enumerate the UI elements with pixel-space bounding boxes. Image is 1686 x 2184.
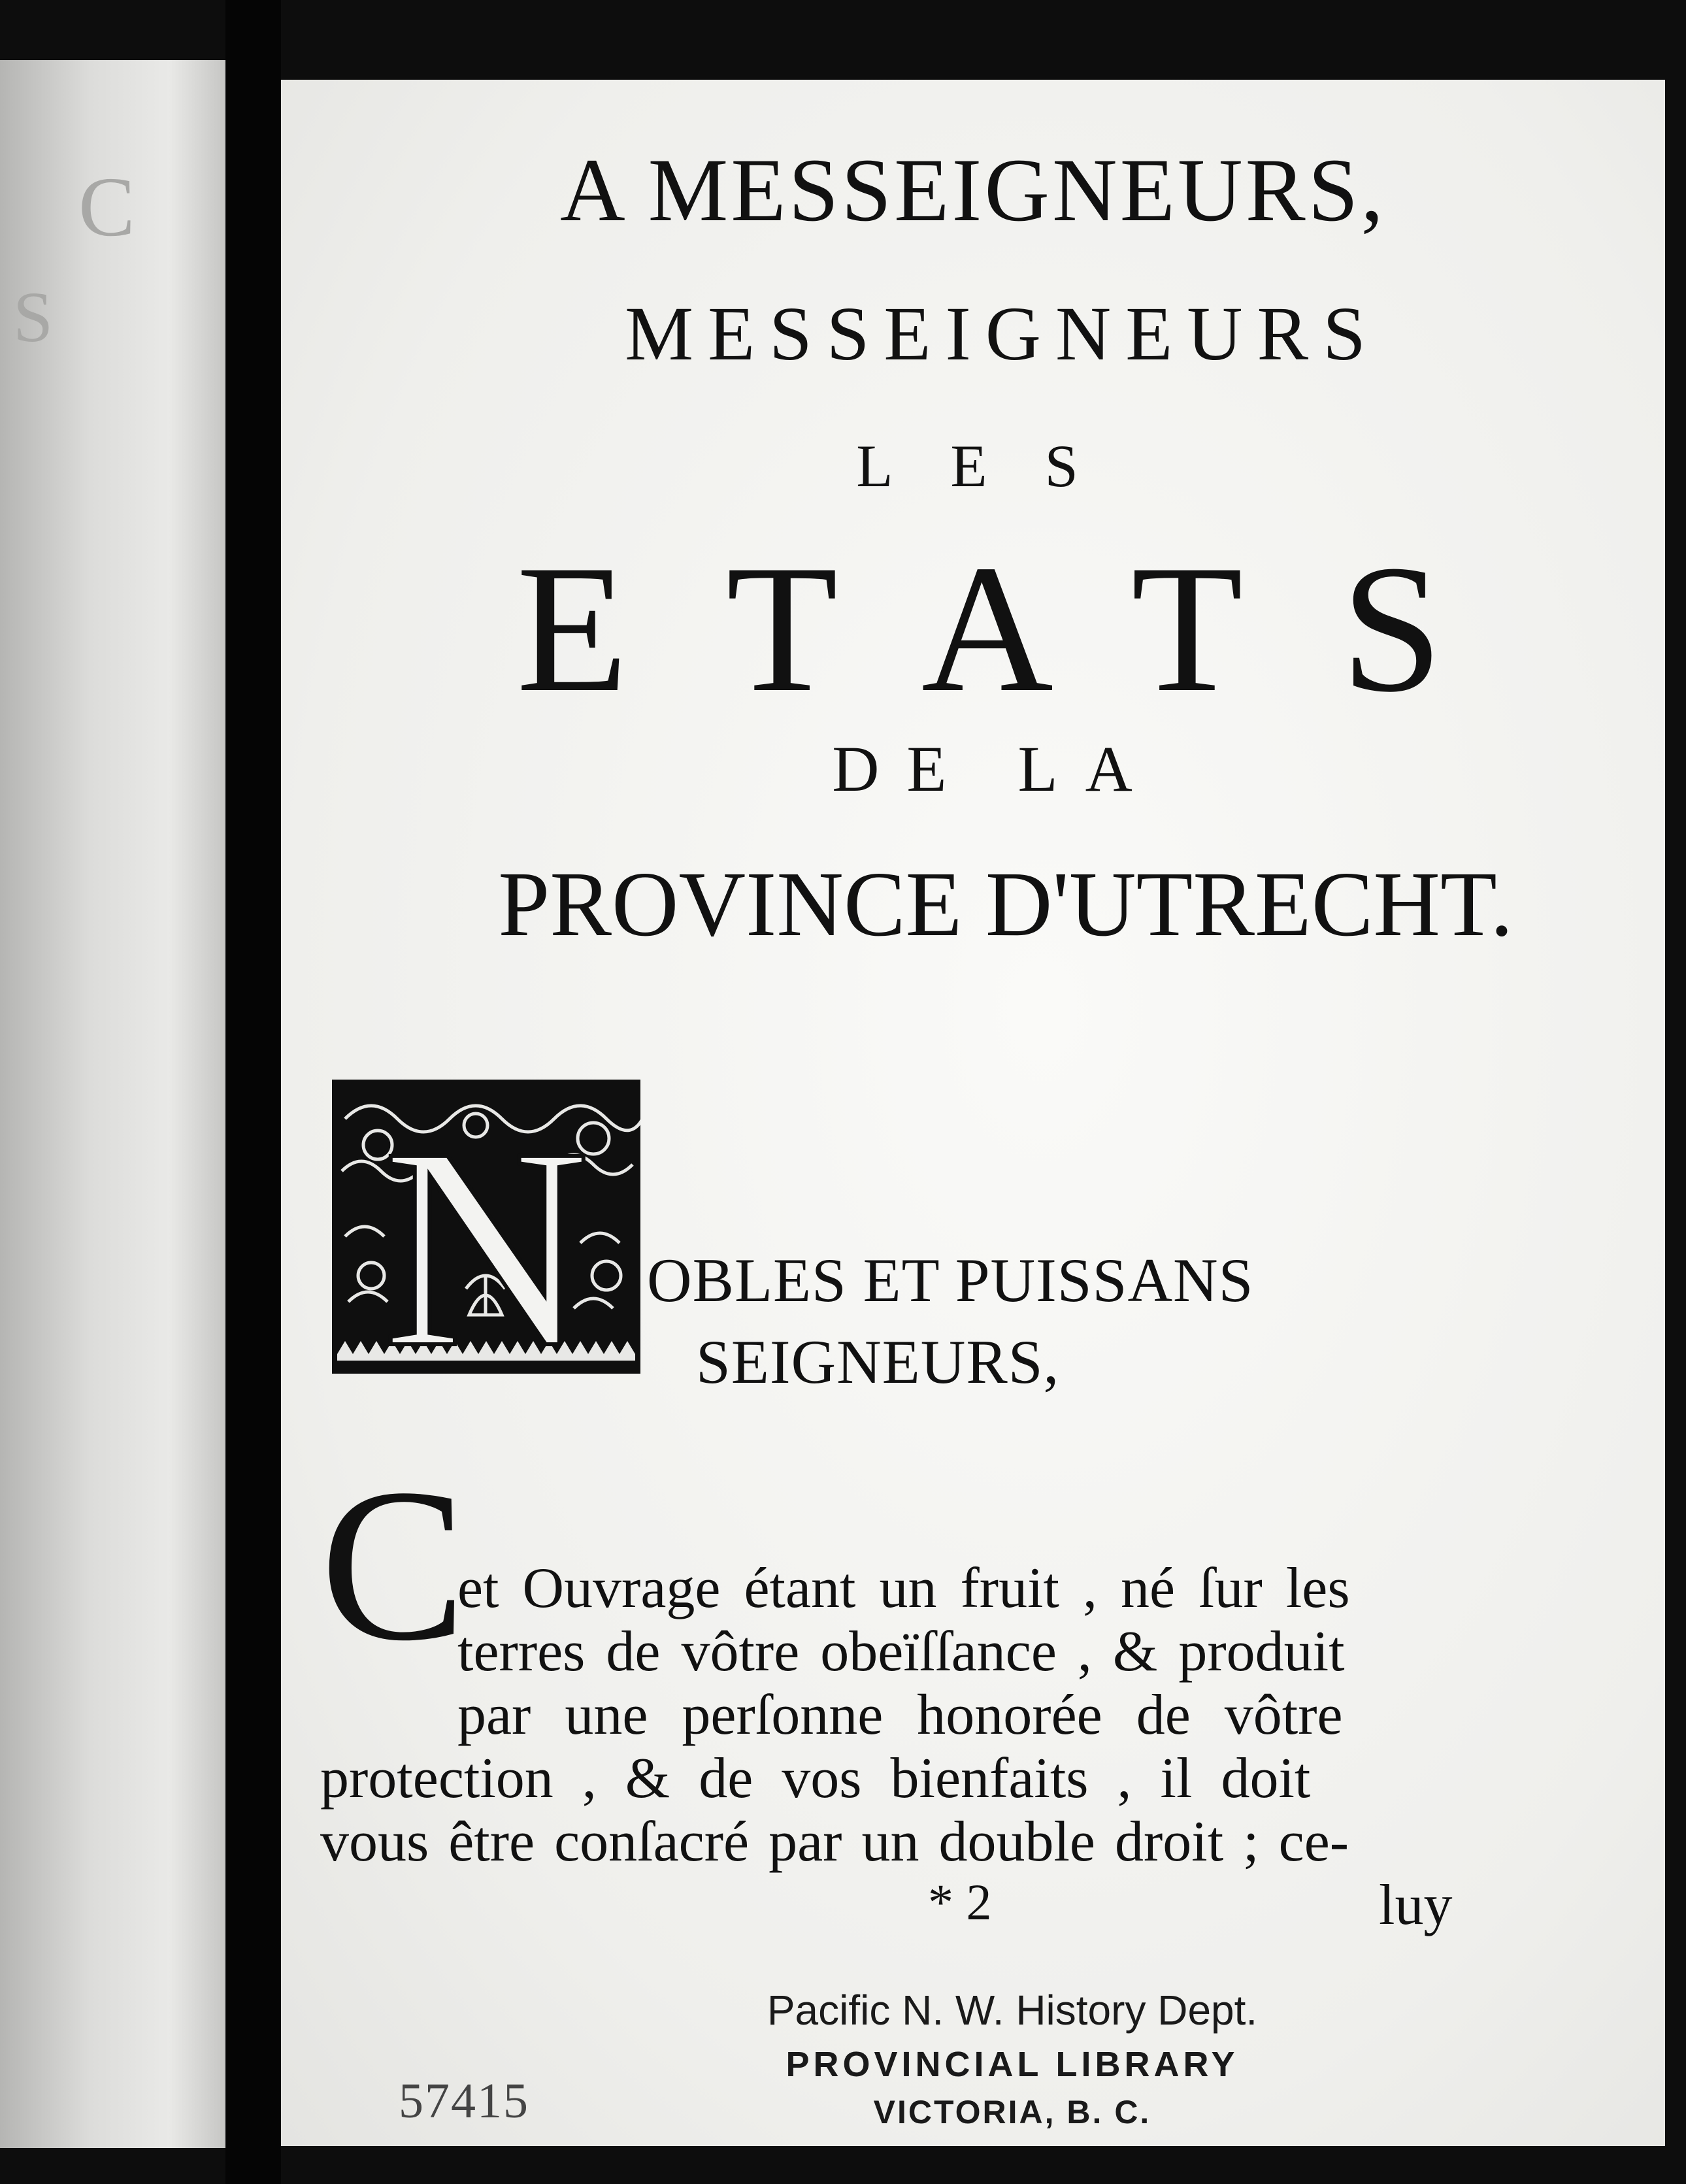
facing-page-bleed: S: [13, 277, 54, 357]
heading-line-4: ETATS: [516, 527, 1541, 730]
body-line-1: et Ouvrage étant un fruit , né ſur les: [457, 1557, 1350, 1620]
library-stamp-line-2: PROVINCIAL LIBRARY: [785, 2045, 1239, 2084]
signature-mark: * 2: [928, 1874, 992, 1930]
body-line-5: vous être conſacré par un double droit ; ce-: [320, 1810, 1349, 1874]
initial-n-letter: N: [382, 1089, 590, 1374]
accession-number: 57415: [399, 2074, 529, 2128]
decorated-initial-n: [332, 1080, 640, 1374]
drop-cap-c: C: [320, 1444, 467, 1686]
heading-line-3: LES: [856, 433, 1136, 499]
body-line-4: protection , & de vos bienfaits , il doit: [320, 1747, 1311, 1810]
heading-line-6: PROVINCE D'UTRECHT.: [498, 852, 1513, 955]
library-stamp-line-3: VICTORIA, B. C.: [873, 2094, 1151, 2130]
body-line-2: terres de vôtre obeïſſance , & produit: [457, 1620, 1345, 1683]
facing-page-bleed: C: [78, 160, 135, 254]
salutation-line-1: OBLES ET PUISSANS: [647, 1246, 1254, 1315]
heading-line-1: A MESSEIGNEURS,: [560, 140, 1386, 240]
salutation-line-2: SEIGNEURS,: [696, 1327, 1060, 1397]
heading-line-5: DE LA: [832, 733, 1160, 805]
facing-page: [0, 60, 225, 2148]
heading-line-2: MESSEIGNEURS: [625, 291, 1380, 376]
body-line-3: par une perſonne honorée de vôtre: [457, 1683, 1343, 1747]
binding-gutter: [225, 0, 281, 2184]
title-page: [281, 80, 1665, 2146]
catchword: luy: [1379, 1874, 1453, 1937]
library-stamp-line-1: Pacific N. W. History Dept.: [767, 1987, 1258, 2034]
